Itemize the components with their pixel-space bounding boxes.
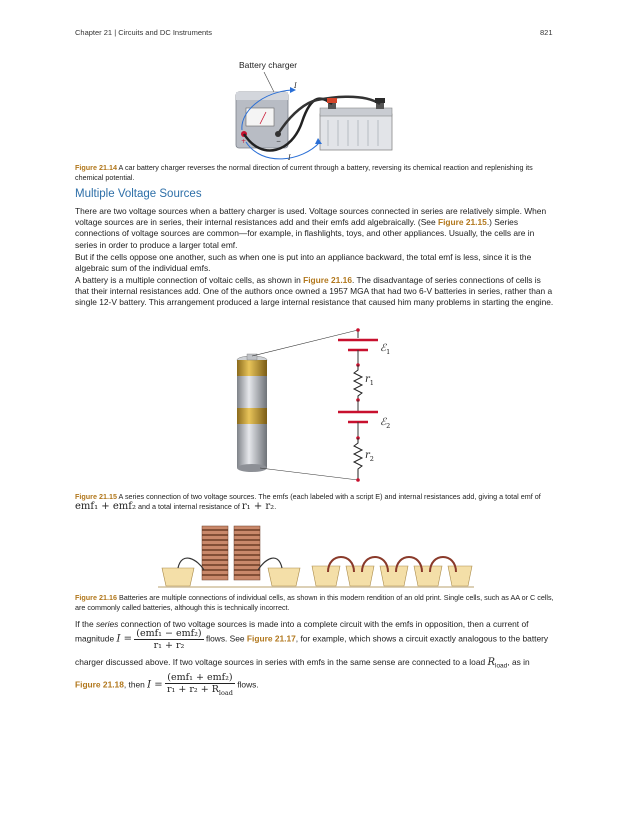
eq1-lhs: I =: [116, 633, 132, 645]
emf1-label: ℰ$_1$: [380, 343, 391, 356]
figure-label[interactable]: Figure 21.14: [75, 163, 117, 172]
cell-top-gold-band: [237, 360, 267, 376]
cell-1: [237, 376, 267, 408]
page-number: 821: [540, 28, 553, 37]
current-label-bottom: I: [288, 154, 291, 162]
cell-bottom-gold-band: [237, 408, 267, 424]
figure-link[interactable]: Figure 21.18: [75, 679, 124, 690]
figure-link[interactable]: Figure 21.15: [437, 217, 487, 228]
cell-2: [237, 424, 267, 468]
equation-1: $\frac{\text{(emf₁ − emf₂)}}{\text{r₁ + r₂}}$: [136, 628, 202, 651]
r-load-symbol: R: [487, 657, 495, 668]
r1-resistor: [354, 365, 362, 400]
series-cells-illustration: [225, 320, 395, 490]
final-line-2: magnitude I = $\frac{\text{(emf₁ − emf₂)}}{\text{r₁ + r₂}}$ flows. See Figure 21.17, for example, which shows a circuit exactly analogous to the battery: [75, 628, 549, 651]
cup-left: [162, 568, 194, 586]
paragraph-1: There are two voltage sources when a battery charger is used. Voltage sources connected in series are relatively simple. When voltage sources are in series, their internal resistances add and their emfs add algebraically. (See Figure 21.15.) Series connections of voltage sources are common—for example, in flashlights, toys, and other appliances. Usually, the cells are in series in order to produce a larger total emf.: [75, 206, 547, 250]
figure-link[interactable]: Figure 21.16: [303, 275, 352, 285]
eq2-lhs: I =: [147, 679, 163, 691]
final-line-3: charger discussed above. If two voltage sources in series with emfs in the same sense are connected to a load $R_{load}$, as in: [75, 657, 530, 670]
voltaic-pile-left: [202, 526, 228, 580]
svg-text:+: +: [241, 138, 247, 145]
paragraph-3: A battery is a multiple connection of voltaic cells, as shown in Figure 21.16. The disadvantage of series connections of cells is that their internal resistances add. One of the authors once owned a 1957 MGA that had two 6-V batteries in series, rather than a single 12-V battery. This arrangement produced a large internal resistance that caused him many problems in starting the engine.: [75, 275, 554, 308]
svg-text:−: −: [276, 138, 282, 145]
figure-21-15-caption-math: emf₁ + emf₂ and a total internal resistance of r₁ + r₂.: [75, 501, 277, 512]
battery-charger-label: Battery charger: [239, 60, 298, 70]
voltaic-pile-right: [234, 526, 260, 580]
total-resistance-math: r₁ + r₂: [241, 501, 275, 512]
figure-label[interactable]: Figure 21.16: [75, 593, 117, 602]
label-leader: [264, 72, 274, 92]
voltaic-cells-illustration: [158, 520, 474, 592]
r2-label: $r_2$: [365, 450, 374, 463]
car-battery: [320, 114, 392, 150]
total-emf-math: emf₁ + emf₂: [75, 501, 136, 512]
section-title: Multiple Voltage Sources: [75, 188, 202, 200]
caption-text: A car battery charger reverses the normal direction of current through a battery, reversing its chemical reaction and replenishing its chemical potential.: [75, 163, 533, 182]
figure-21-15-caption: Figure 21.15 A series connection of two voltage sources. The emfs (each labeled with a script E) and internal resistances add, giving a total emf of: [75, 492, 541, 501]
running-header: Chapter 21 | Circuits and DC Instruments: [75, 28, 213, 37]
emf2-label: ℰ$_2$: [380, 417, 391, 430]
figure-21-16-caption: Figure 21.16 Batteries are multiple connections of individual cells, as shown in this modern rendition of an old print. Single cells, such as AA or C cells, are commonly called batteries, although this is technically incorrect.: [75, 593, 554, 612]
r2-resistor: [354, 438, 362, 480]
cup-right: [268, 568, 300, 586]
current-label-top: I: [294, 82, 297, 90]
final-line-4: Figure 21.18, then I = $\frac{\text{(emf₁ + emf₂)}}{r_1 + r_2 + R_{load}}$ flows.: [75, 672, 259, 697]
final-line-1: If the series connection of two voltage sources is made into a complete circuit with the emfs in opposition, then a current of: [75, 619, 529, 629]
figure-link[interactable]: Figure 21.17: [246, 633, 296, 644]
figure-21-14-caption: [75, 163, 557, 182]
battery-charger-illustration: [232, 72, 402, 164]
figure-label[interactable]: Figure 21.15: [75, 492, 117, 501]
cup-row: [312, 566, 472, 586]
r1-label: $r_1$: [365, 374, 374, 387]
paragraph-2: But if the cells oppose one another, such as when one is put into an appliance backward, the total emf is less, since it is the algebraic sum of the individual emfs.: [75, 252, 532, 274]
equation-2: $\frac{\text{(emf₁ + emf₂)}}{r_1 + r_2 + R_{load}}$: [167, 672, 233, 697]
